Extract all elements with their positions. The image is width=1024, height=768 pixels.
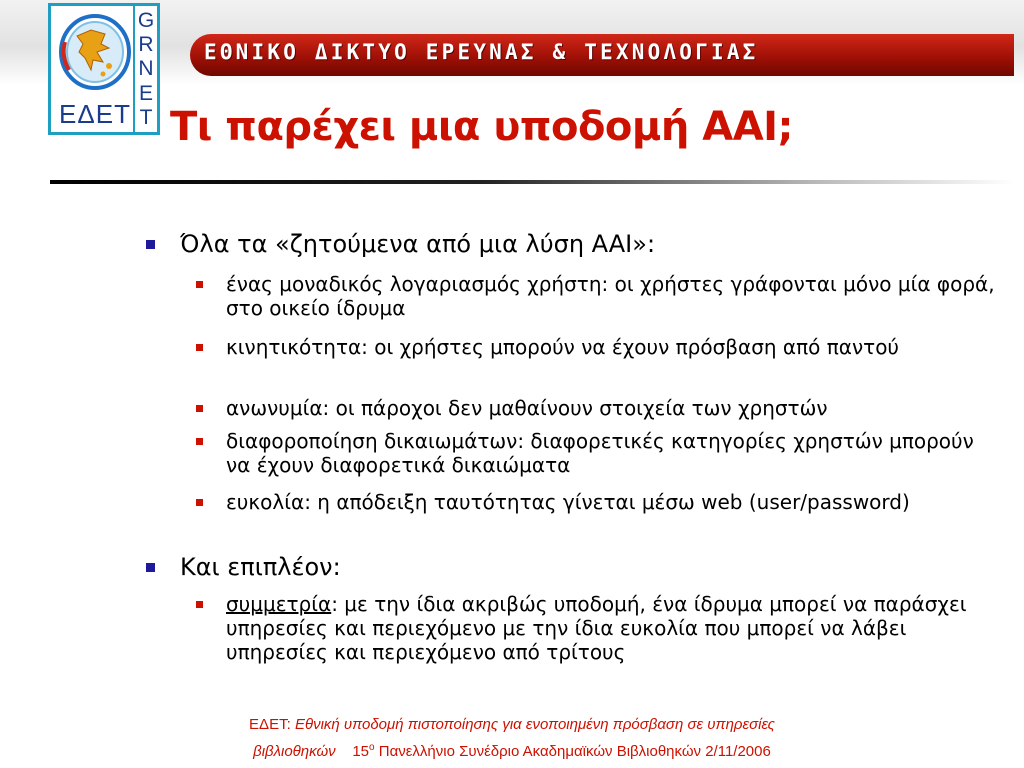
bullet-level2 bbox=[226, 272, 996, 320]
footer-event: Πανελλήνιο Συνέδριο Ακαδημαϊκών Βιβλιοθηκών 2/11/2006 bbox=[378, 743, 771, 760]
org-name-banner bbox=[190, 34, 1014, 76]
bullet-level2 bbox=[226, 592, 996, 664]
square-bullet-icon bbox=[146, 563, 155, 572]
bullet-level1 bbox=[180, 552, 1000, 582]
underlined-term: συμμετρία bbox=[226, 592, 332, 616]
logo-letter: E bbox=[138, 81, 153, 105]
bullet-level2 bbox=[226, 335, 996, 359]
footer-event-ordinal: ο bbox=[369, 742, 375, 753]
logo-side-letters bbox=[133, 6, 157, 132]
footer-project-title: Εθνική υποδομή πιστοποίησης για ενοποιημένη πρόσβαση σε υπηρεσίες bbox=[294, 716, 775, 733]
bullet-text: διαφοροποίηση δικαιωμάτων: διαφορετικές κατηγορίες χρηστών μπορούν να έχουν διαφορετικά δικαιώματα bbox=[226, 429, 974, 477]
bullet-text: Όλα τα «ζητούμενα από μια λύση AAI»: bbox=[180, 230, 656, 258]
bullet-text: ανωνυμία: οι πάροχοι δεν μαθαίνουν στοιχεία των χρηστών bbox=[226, 396, 828, 420]
org-name-text: ΕΘΝΙΚΟ ΔΙΚΤΥΟ ΕΡΕΥΝΑΣ & ΤΕΧΝΟΛΟΓΙΑΣ bbox=[204, 40, 759, 64]
bullet-text: ένας μοναδικός λογαριασμός χρήστη: οι χρήστες γράφονται μόνο μία φορά, στο οικείο ίδρυμα bbox=[226, 272, 995, 320]
square-bullet-icon bbox=[196, 344, 203, 351]
bullet-text: κινητικότητα: οι χρήστες μπορούν να έχουν πρόσβαση από παντού bbox=[226, 335, 899, 359]
slide-title: Τι παρέχει μια υποδομή AAI; bbox=[170, 104, 794, 150]
bullet-text: : με την ίδια ακριβώς υποδομή, ένα ίδρυμα μπορεί να παράσχει υπηρεσίες και περιεχόμενο με την ίδια ευκολία που μπορεί να λάβει υπηρεσίες και περιεχόμενο από τρίτους bbox=[226, 592, 967, 664]
square-bullet-icon bbox=[196, 438, 203, 445]
logo-acronym: ΕΔΕΤ bbox=[59, 99, 131, 129]
footer-line-2 bbox=[0, 736, 1024, 763]
logo-letter: R bbox=[138, 33, 154, 57]
footer-org: ΕΔΕΤ: bbox=[249, 716, 291, 733]
slide-footer bbox=[0, 713, 1024, 763]
bullet-level2 bbox=[226, 396, 996, 420]
logo-letter: T bbox=[139, 106, 153, 130]
footer-line-1 bbox=[0, 713, 1024, 736]
square-bullet-icon bbox=[196, 499, 203, 506]
title-divider bbox=[50, 180, 1014, 184]
logo-letter: G bbox=[137, 8, 155, 32]
bullet-level2 bbox=[226, 490, 996, 514]
bullet-text: Και επιπλέον: bbox=[180, 553, 341, 581]
square-bullet-icon bbox=[196, 281, 203, 288]
logo-letter: N bbox=[138, 57, 154, 81]
footer-event-number: 15 bbox=[352, 743, 369, 760]
bullet-level2 bbox=[226, 429, 996, 477]
bullet-text: ευκολία: η απόδειξη ταυτότητας γίνεται μέσω web (user/password) bbox=[226, 490, 910, 514]
square-bullet-icon bbox=[196, 405, 203, 412]
grnet-logo bbox=[48, 3, 160, 135]
bullet-level1 bbox=[180, 229, 1000, 259]
greece-map-emblem-icon bbox=[57, 12, 133, 92]
footer-project-title-cont: βιβλιοθηκών bbox=[253, 743, 336, 760]
square-bullet-icon bbox=[146, 240, 155, 249]
square-bullet-icon bbox=[196, 601, 203, 608]
